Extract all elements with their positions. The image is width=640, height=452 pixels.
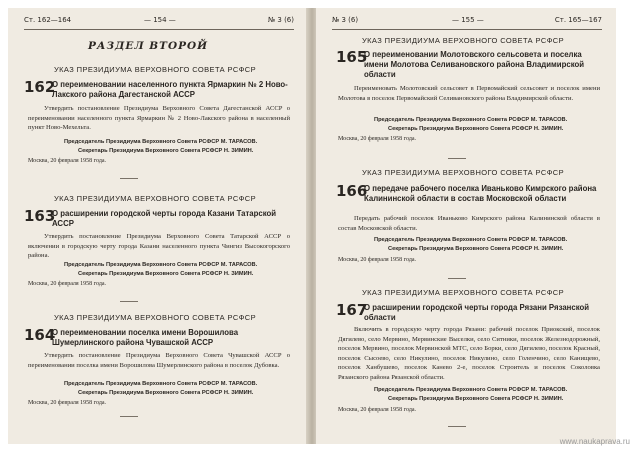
decree-number: 163 xyxy=(24,207,56,225)
header-issue: № 3 (6) xyxy=(332,16,359,24)
decree-number: 166 xyxy=(336,182,368,200)
decree-body: Передать рабочий поселок Иваньково Кимрского района Калининской области в состав Московской области. xyxy=(338,215,600,232)
decree-heading: УКАЗ ПРЕЗИДИУМА ВЕРХОВНОГО СОВЕТА РСФСР xyxy=(54,65,257,74)
decree-body: Включить в городскую черту города Рязани: рабочий поселок Приокский, поселок Дягилево, село Мервино, Мервинские Выселки, село Ситники, поселок Железнодорожный, поселок Мервино, поселок Мервинской МТС, село Борки, село Дягилево, поселок Красный, поселок Сысоево, село Никулино, поселок Никулино, село Голенчино, село Канищево, поселок Ханбушево, поселок Канево 2-е, поселок Строитель и поселок Соколовка Рязанского района Рязанской области. xyxy=(338,326,600,381)
header-page-number: — 155 — xyxy=(452,16,484,24)
signature-chairman: Председатель Президиума Верховного Совета РСФСР М. ТАРАСОВ. xyxy=(64,139,258,145)
watermark: www.naukaprava.ru xyxy=(559,437,630,446)
separator xyxy=(120,301,138,302)
signature-secretary: Секретарь Президиума Верховного Совета РСФСР Н. ЗИМИН. xyxy=(78,390,254,396)
decree-number: 164 xyxy=(24,326,56,344)
signature-chairman: Председатель Президиума Верховного Совета РСФСР М. ТАРАСОВ. xyxy=(64,381,258,387)
signature-chairman: Председатель Президиума Верховного Совета РСФСР М. ТАРАСОВ. xyxy=(64,262,258,268)
decree-title: О расширении городской черты города Казани Татарской АССР xyxy=(52,209,277,228)
decree-title: О переименовании Молотовского сельсовета и поселка имени Молотова Селивановского района Владимирской области xyxy=(364,50,585,79)
decree-body: Утвердить постановление Президиума Верховного Совета Чувашской АССР о переименовании поселка имени Ворошилова Шумерлинского района в поселок Дубовка. xyxy=(28,352,290,369)
separator xyxy=(120,416,138,417)
decree-date: Москва, 20 февраля 1958 года. xyxy=(28,158,107,164)
decree-date: Москва, 20 февраля 1958 года. xyxy=(28,400,107,406)
header-issue: № 3 (6) xyxy=(267,16,294,24)
right-page-header xyxy=(332,16,602,28)
signature-chairman: Председатель Президиума Верховного Совета РСФСР М. ТАРАСОВ. xyxy=(374,387,568,393)
signature-secretary: Секретарь Президиума Верховного Совета РСФСР Н. ЗИМИН. xyxy=(78,148,254,154)
separator xyxy=(448,278,466,279)
decree-number: 167 xyxy=(336,301,368,319)
decree-number: 165 xyxy=(336,48,368,66)
decree-heading: УКАЗ ПРЕЗИДИУМА ВЕРХОВНОГО СОВЕТА РСФСР xyxy=(362,288,565,297)
header-rule xyxy=(24,29,294,30)
decree-heading: УКАЗ ПРЕЗИДИУМА ВЕРХОВНОГО СОВЕТА РСФСР xyxy=(54,313,257,322)
decree-title: О переименовании населенного пункта Ярмаркин № 2 Ново-Лакского района Дагестанской АССР xyxy=(52,80,288,99)
decree-title: О расширении городской черты города Рязани Рязанской области xyxy=(364,303,590,322)
header-rule xyxy=(332,29,602,30)
signature-chairman: Председатель Президиума Верховного Совета РСФСР М. ТАРАСОВ. xyxy=(374,117,568,123)
signature-secretary: Секретарь Президиума Верховного Совета РСФСР Н. ЗИМИН. xyxy=(388,246,564,252)
decree-title: О переименовании поселка имени Ворошилова Шумерлинского района Чувашской АССР xyxy=(52,328,239,347)
header-columns: Ст. 165—167 xyxy=(554,16,602,24)
signature-secretary: Секретарь Президиума Верховного Совета РСФСР Н. ЗИМИН. xyxy=(78,271,254,277)
decree-body: Утвердить постановление Президиума Верховного Совета Татарской АССР о включении в городскую черту города Казани населенного пункта Чингиз Высокогорского района. xyxy=(28,233,290,259)
separator xyxy=(448,426,466,427)
signature-secretary: Секретарь Президиума Верховного Совета РСФСР Н. ЗИМИН. xyxy=(388,396,564,402)
decree-heading: УКАЗ ПРЕЗИДИУМА ВЕРХОВНОГО СОВЕТА РСФСР xyxy=(362,36,565,45)
decree-date: Москва, 20 февраля 1958 года. xyxy=(28,281,107,287)
decree-body: Утвердить постановление Президиума Верховного Совета Дагестанской АССР о переименовании населенного пункта Ярмаркин № 2 Ново-Лакского района в населенный пункт Ново-Мехельта. xyxy=(28,105,290,131)
decree-number: 162 xyxy=(24,78,56,96)
header-page-number: — 154 — xyxy=(144,16,176,24)
section-title: РАЗДЕЛ ВТОРОЙ xyxy=(88,40,209,52)
separator xyxy=(120,178,138,179)
header-columns: Ст. 162—164 xyxy=(24,16,72,24)
signature-secretary: Секретарь Президиума Верховного Совета РСФСР Н. ЗИМИН. xyxy=(388,126,564,132)
decree-body: Переименовать Молотовский сельсовет в Первомайский сельсовет и поселок имени Молотова в поселок Первомайский Селивановского района Владимирской области. xyxy=(338,85,600,102)
right-page xyxy=(316,8,616,444)
left-page xyxy=(8,8,308,444)
decree-heading: УКАЗ ПРЕЗИДИУМА ВЕРХОВНОГО СОВЕТА РСФСР xyxy=(362,168,565,177)
left-page-header xyxy=(24,16,294,28)
decree-date: Москва, 20 февраля 1958 года. xyxy=(338,407,417,413)
decree-title: О передаче рабочего поселка Иваньково Кимрского района Калининской области в состав Московской области xyxy=(364,184,597,203)
decree-date: Москва, 20 февраля 1958 года. xyxy=(338,257,417,263)
decree-date: Москва, 20 февраля 1958 года. xyxy=(338,136,417,142)
decree-heading: УКАЗ ПРЕЗИДИУМА ВЕРХОВНОГО СОВЕТА РСФСР xyxy=(54,194,257,203)
separator xyxy=(448,158,466,159)
signature-chairman: Председатель Президиума Верховного Совета РСФСР М. ТАРАСОВ. xyxy=(374,237,568,243)
